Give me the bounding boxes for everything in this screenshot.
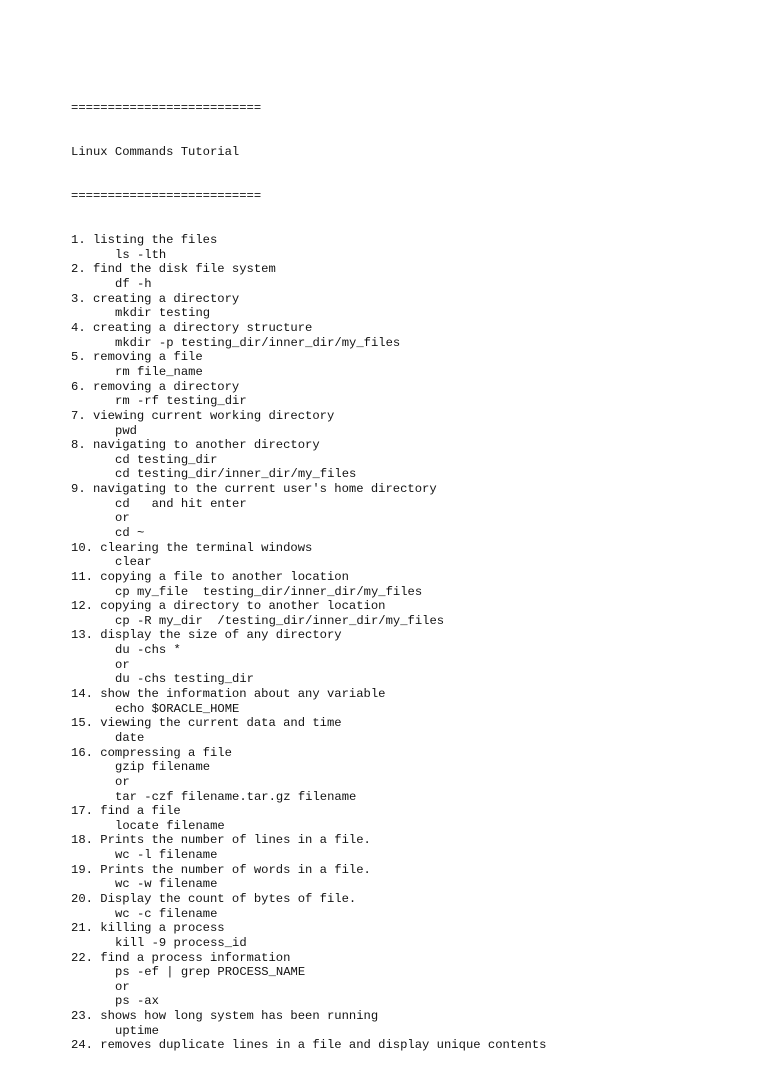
command-item-heading: 6. removing a directory: [71, 379, 240, 394]
title-rule-bottom: ==========================: [71, 189, 262, 204]
command-item-heading: 17. find a file: [71, 804, 181, 819]
command-item: [71, 863, 751, 892]
command-line: du -chs *: [115, 643, 181, 658]
title-rule-top: ==========================: [71, 101, 262, 116]
command-line: pwd: [115, 423, 137, 438]
command-line: cp my_file testing_dir/inner_dir/my_files: [115, 584, 423, 599]
command-line: date: [115, 730, 145, 745]
command-item-heading: 23. shows how long system has been running: [71, 1009, 379, 1024]
command-item-heading: 10. clearing the terminal windows: [71, 540, 313, 555]
command-line: wc -l filename: [115, 848, 218, 863]
command-line: cd testing_dir: [115, 452, 218, 467]
command-item: [71, 951, 751, 1010]
command-line: ls -lth: [115, 247, 167, 262]
command-line: df -h: [115, 277, 152, 292]
command-item-heading: 19. Prints the number of words in a file.: [71, 862, 371, 877]
command-item-heading: 7. viewing current working directory: [71, 408, 335, 423]
command-item-heading: 20. Display the count of bytes of file.: [71, 892, 357, 906]
command-line: gzip filename: [115, 760, 211, 775]
command-item: [71, 599, 751, 628]
document-title: Linux Commands Tutorial: [71, 145, 240, 160]
command-item-heading: 12. copying a directory to another location: [71, 599, 386, 614]
command-item-heading: 2. find the disk file system: [71, 262, 276, 277]
command-item-heading: 1. listing the files: [71, 233, 218, 248]
command-line: ps -ef | grep PROCESS_NAME: [115, 965, 306, 980]
command-line: tar -czf filename.tar.gz filename: [115, 789, 357, 804]
command-line: cp -R my_dir /testing_dir/inner_dir/my_files: [115, 613, 445, 628]
command-line: uptime: [115, 1023, 159, 1038]
command-item: [71, 716, 751, 745]
command-item-heading: 18. Prints the number of lines in a file.: [71, 833, 371, 848]
document-page: [71, 72, 751, 1068]
command-line: kill -9 process_id: [115, 935, 247, 950]
command-item: [71, 746, 751, 805]
command-item-heading: 24. removes duplicate lines in a file and display unique contents: [71, 1038, 547, 1053]
command-line: mkdir testing: [115, 306, 211, 321]
command-line: mkdir -p testing_dir/inner_dir/my_files: [115, 335, 401, 350]
command-line: locate filename: [115, 818, 225, 833]
command-item-heading: 9. navigating to the current user's home directory: [71, 482, 437, 497]
command-item-heading: 13. display the size of any directory: [71, 628, 342, 643]
command-item: [71, 262, 751, 291]
command-line: wc -c filename: [115, 906, 218, 921]
command-item-heading: 4. creating a directory structure: [71, 321, 313, 336]
command-item: [71, 409, 751, 438]
command-item: [71, 321, 751, 350]
alternative-separator: or: [115, 511, 130, 526]
command-line: cd testing_dir/inner_dir/my_files: [115, 467, 357, 482]
command-line: clear: [115, 555, 152, 570]
command-item-heading: 3. creating a directory: [71, 291, 240, 306]
command-line: echo $ORACLE_HOME: [115, 701, 240, 716]
command-item-heading: 14. show the information about any variable: [71, 687, 386, 702]
command-item-heading: 22. find a process information: [71, 950, 291, 965]
command-item: [71, 482, 751, 541]
command-item-heading: 5. removing a file: [71, 350, 203, 365]
command-line: rm -rf testing_dir: [115, 394, 247, 409]
command-item: [71, 921, 751, 950]
command-item: [71, 438, 751, 482]
command-item-heading: 15. viewing the current data and time: [71, 716, 342, 731]
command-item: [71, 804, 751, 833]
command-item: [71, 233, 751, 262]
command-item: [71, 541, 751, 570]
command-line: du -chs testing_dir: [115, 672, 254, 687]
command-item-heading: 8. navigating to another directory: [71, 438, 320, 453]
command-item-heading: 21. killing a process: [71, 921, 225, 936]
alternative-separator: or: [115, 979, 130, 994]
command-item: [71, 833, 751, 862]
command-item: [71, 570, 751, 599]
command-line: cd and hit enter: [115, 496, 247, 511]
command-item: [71, 1038, 751, 1053]
command-list: [71, 233, 751, 1053]
command-item-heading: 16. compressing a file: [71, 745, 232, 760]
alternative-separator: or: [115, 657, 130, 672]
command-line: cd ~: [115, 525, 145, 540]
alternative-separator: or: [115, 774, 130, 789]
command-item: [71, 892, 751, 921]
command-line: wc -w filename: [115, 877, 218, 892]
command-item: [71, 687, 751, 716]
command-line: ps -ax: [115, 994, 159, 1009]
command-item: [71, 628, 751, 687]
command-item: [71, 380, 751, 409]
command-item-heading: 11. copying a file to another location: [71, 569, 349, 584]
command-item: [71, 350, 751, 379]
command-item: [71, 292, 751, 321]
command-line: rm file_name: [115, 364, 203, 379]
